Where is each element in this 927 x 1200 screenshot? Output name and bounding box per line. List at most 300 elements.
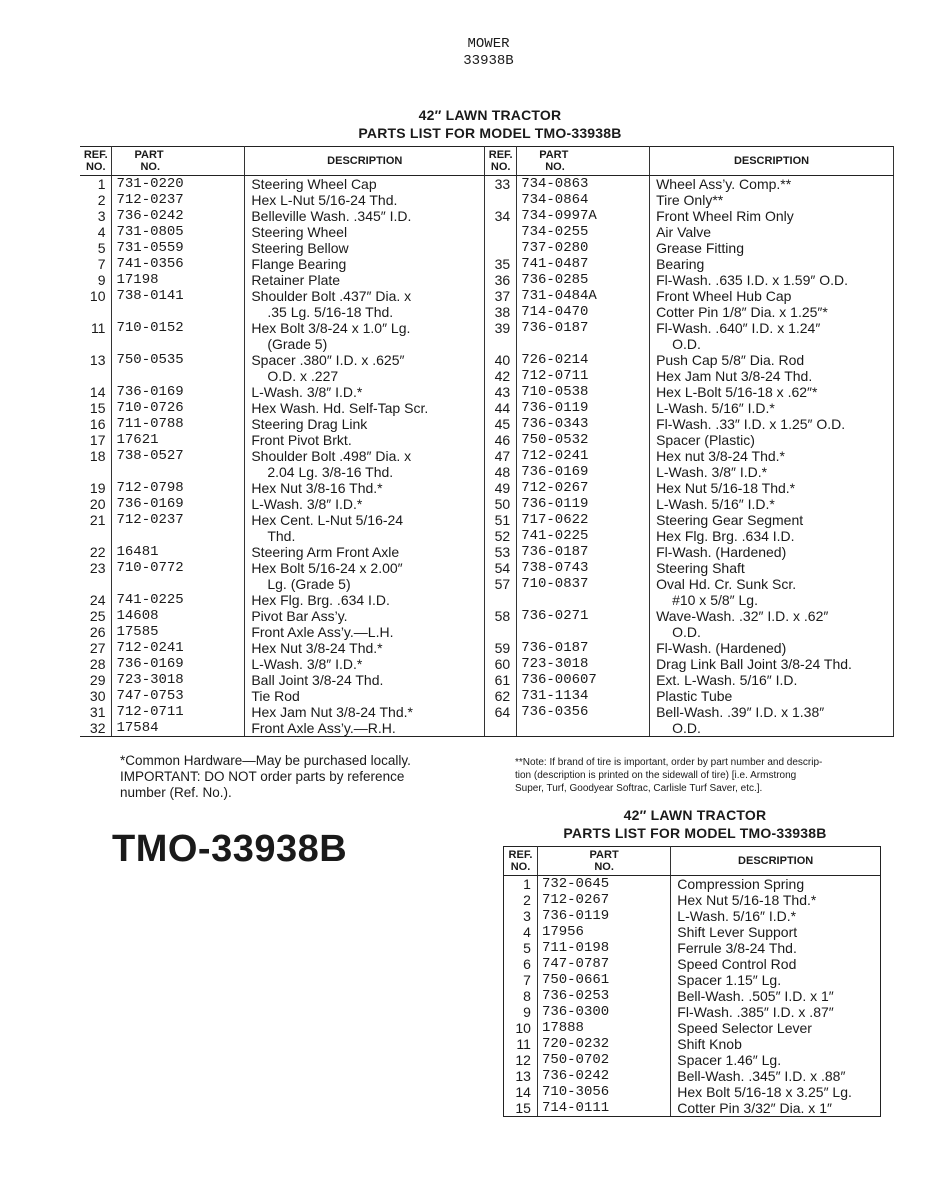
table-row <box>80 272 894 288</box>
ref-cell <box>485 592 517 608</box>
ref-cell: 58 <box>485 608 517 624</box>
ref-cell: 13 <box>80 352 112 368</box>
ref-cell: 8 <box>504 988 538 1004</box>
description-cell: L-Wash. 5/16″ I.D.* <box>650 496 894 512</box>
description-cell: Thd. <box>245 528 485 544</box>
ref-cell: 23 <box>80 560 112 576</box>
part-number-cell: 736-0119 <box>517 400 650 416</box>
description-cell: Front Pivot Brkt. <box>245 432 485 448</box>
part-number-cell: 750-0702 <box>537 1052 670 1068</box>
table-row <box>504 908 881 924</box>
main-title-line-1: 42″ LAWN TRACTOR <box>418 107 562 123</box>
part-number-cell: 738-0527 <box>112 448 245 464</box>
document-header <box>0 36 927 70</box>
description-cell: Drag Link Ball Joint 3/8-24 Thd. <box>650 656 894 672</box>
table-row <box>80 688 894 704</box>
ref-cell: 13 <box>504 1068 538 1084</box>
model-number-heading: TMO-33938B <box>112 828 348 870</box>
description-cell: Steering Wheel Cap <box>245 176 485 193</box>
description-cell: Front Axle Ass’y.—L.H. <box>245 624 485 640</box>
ref-cell: 59 <box>485 640 517 656</box>
ref-cell: 2 <box>504 892 538 908</box>
table-row <box>80 448 894 464</box>
part-number-cell: 16481 <box>112 544 245 560</box>
table-row <box>80 352 894 368</box>
table-row <box>80 192 894 208</box>
table-row <box>504 940 881 956</box>
part-number-cell: 14608 <box>112 608 245 624</box>
description-cell: Hex Bolt 5/16-24 x 2.00″ <box>245 560 485 576</box>
ref-cell: 33 <box>485 176 517 193</box>
description-cell: Grease Fitting <box>650 240 894 256</box>
part-number-cell: 736-0285 <box>517 272 650 288</box>
part-number-cell: 712-0711 <box>112 704 245 720</box>
part-number-cell: 17888 <box>537 1020 670 1036</box>
ref-cell: 1 <box>80 176 112 193</box>
description-cell: Steering Drag Link <box>245 416 485 432</box>
description-cell: Steering Arm Front Axle <box>245 544 485 560</box>
ref-cell: 29 <box>80 672 112 688</box>
description-cell: Compression Spring <box>671 876 881 893</box>
ref-cell: 26 <box>80 624 112 640</box>
description-cell: Lg. (Grade 5) <box>245 576 485 592</box>
table-row <box>504 972 881 988</box>
table-row <box>80 256 894 272</box>
part-number-cell <box>112 368 245 384</box>
description-cell: L-Wash. 3/8″ I.D.* <box>245 656 485 672</box>
table-row <box>80 480 894 496</box>
part-number-cell: 736-0271 <box>517 608 650 624</box>
ref-cell: 10 <box>504 1020 538 1036</box>
ref-cell <box>80 368 112 384</box>
part-number-cell: 738-0743 <box>517 560 650 576</box>
part-number-cell: 712-0237 <box>112 512 245 528</box>
part-number-cell: 736-0169 <box>112 656 245 672</box>
small-table-title <box>500 806 890 842</box>
ref-cell: 49 <box>485 480 517 496</box>
part-number-cell: 723-3018 <box>112 672 245 688</box>
description-cell: Fl-Wash. .385″ I.D. x .87″ <box>671 1004 881 1020</box>
part-number-cell <box>112 304 245 320</box>
table-row <box>80 544 894 560</box>
table-row <box>80 464 894 480</box>
table-row <box>80 416 894 432</box>
ref-cell: 18 <box>80 448 112 464</box>
main-parts-table <box>80 146 894 737</box>
description-cell: Shift Lever Support <box>671 924 881 940</box>
part-number-cell: 750-0532 <box>517 432 650 448</box>
part-number-cell: 712-0711 <box>517 368 650 384</box>
part-number-cell <box>112 464 245 480</box>
table-row <box>504 924 881 940</box>
table-row <box>80 512 894 528</box>
ref-cell: 39 <box>485 320 517 336</box>
small-col-ref-no: REF. NO. <box>504 847 538 876</box>
description-cell: Fl-Wash. (Hardened) <box>650 640 894 656</box>
description-cell: Hex Flg. Brg. .634 I.D. <box>650 528 894 544</box>
ref-cell <box>485 240 517 256</box>
note-left-line-3: number (Ref. No.). <box>120 785 232 800</box>
description-cell: Steering Wheel <box>245 224 485 240</box>
description-cell: Spacer 1.15″ Lg. <box>671 972 881 988</box>
description-cell: Spacer 1.46″ Lg. <box>671 1052 881 1068</box>
table-row <box>80 624 894 640</box>
table-row <box>80 304 894 320</box>
part-number-cell <box>517 624 650 640</box>
description-cell: O.D. <box>650 336 894 352</box>
part-number-cell: 736-0119 <box>537 908 670 924</box>
description-cell: Bearing <box>650 256 894 272</box>
description-cell: Tie Rod <box>245 688 485 704</box>
col-ref-no-right: REF. NO. <box>485 147 517 176</box>
description-cell: Shift Knob <box>671 1036 881 1052</box>
part-number-cell: 714-0111 <box>537 1100 670 1117</box>
ref-cell: 22 <box>80 544 112 560</box>
description-cell: Plastic Tube <box>650 688 894 704</box>
ref-cell: 52 <box>485 528 517 544</box>
table-row <box>80 640 894 656</box>
description-cell: Hex Jam Nut 3/8-24 Thd.* <box>245 704 485 720</box>
description-cell: Shoulder Bolt .498″ Dia. x <box>245 448 485 464</box>
table-row <box>504 988 881 1004</box>
description-cell: Hex Bolt 5/16-18 x 3.25″ Lg. <box>671 1084 881 1100</box>
description-cell: Bell-Wash. .39″ I.D. x 1.38″ <box>650 704 894 720</box>
part-number-cell: 731-0805 <box>112 224 245 240</box>
part-number-cell: 710-3056 <box>537 1084 670 1100</box>
part-number-cell <box>517 720 650 737</box>
ref-cell <box>485 624 517 640</box>
table-row <box>80 496 894 512</box>
note-right-line-3: Super, Turf, Goodyear Softrac, Carlisle Turf Saver, etc.]. <box>515 783 763 794</box>
ref-cell: 11 <box>80 320 112 336</box>
ref-cell: 36 <box>485 272 517 288</box>
part-number-cell: 741-0356 <box>112 256 245 272</box>
ref-cell: 15 <box>504 1100 538 1117</box>
ref-cell: 57 <box>485 576 517 592</box>
table-row <box>80 608 894 624</box>
ref-cell <box>485 192 517 208</box>
col-description-left: DESCRIPTION <box>245 147 485 176</box>
description-cell: Steering Gear Segment <box>650 512 894 528</box>
ref-cell: 53 <box>485 544 517 560</box>
ref-cell: 44 <box>485 400 517 416</box>
part-number-cell: 734-0864 <box>517 192 650 208</box>
description-cell: Hex L-Nut 5/16-24 Thd. <box>245 192 485 208</box>
description-cell: Push Cap 5/8″ Dia. Rod <box>650 352 894 368</box>
ref-cell <box>80 304 112 320</box>
part-number-cell: 732-0645 <box>537 876 670 893</box>
ref-cell: 4 <box>504 924 538 940</box>
table-row <box>80 208 894 224</box>
description-cell: L-Wash. 3/8″ I.D.* <box>650 464 894 480</box>
ref-cell <box>80 528 112 544</box>
description-cell: Steering Bellow <box>245 240 485 256</box>
ref-cell: 64 <box>485 704 517 720</box>
table-row <box>80 400 894 416</box>
description-cell: Steering Shaft <box>650 560 894 576</box>
description-cell: Speed Selector Lever <box>671 1020 881 1036</box>
description-cell: Fl-Wash. .640″ I.D. x 1.24″ <box>650 320 894 336</box>
ref-cell: 3 <box>504 908 538 924</box>
part-number-cell: 723-3018 <box>517 656 650 672</box>
part-number-cell: 750-0661 <box>537 972 670 988</box>
common-hardware-note <box>120 753 480 801</box>
ref-cell: 7 <box>504 972 538 988</box>
ref-cell <box>80 336 112 352</box>
description-cell: #10 x 5/8″ Lg. <box>650 592 894 608</box>
table-row <box>80 176 894 193</box>
description-cell: Hex Wash. Hd. Self-Tap Scr. <box>245 400 485 416</box>
part-number-cell <box>112 336 245 352</box>
table-row <box>80 288 894 304</box>
ref-cell: 6 <box>504 956 538 972</box>
part-number-cell: 17956 <box>537 924 670 940</box>
part-number-cell: 736-0242 <box>112 208 245 224</box>
ref-cell: 54 <box>485 560 517 576</box>
description-cell: Pivot Bar Ass’y. <box>245 608 485 624</box>
ref-cell: 5 <box>504 940 538 956</box>
small-table-header-row <box>504 847 881 876</box>
part-number-cell: 738-0141 <box>112 288 245 304</box>
ref-cell: 25 <box>80 608 112 624</box>
ref-cell: 38 <box>485 304 517 320</box>
description-cell: Hex Flg. Brg. .634 I.D. <box>245 592 485 608</box>
table-row <box>80 240 894 256</box>
ref-cell: 50 <box>485 496 517 512</box>
description-cell: Hex Nut 3/8-24 Thd.* <box>245 640 485 656</box>
header-line-2: 33938B <box>463 53 514 69</box>
ref-cell: 37 <box>485 288 517 304</box>
col-part-no-right: PART NO. <box>517 147 650 176</box>
description-cell: Air Valve <box>650 224 894 240</box>
ref-cell: 27 <box>80 640 112 656</box>
part-number-cell: 736-0187 <box>517 320 650 336</box>
table-row <box>504 1084 881 1100</box>
table-row <box>80 592 894 608</box>
table-row <box>504 956 881 972</box>
description-cell: Speed Control Rod <box>671 956 881 972</box>
part-number-cell: 720-0232 <box>537 1036 670 1052</box>
table-row <box>504 892 881 908</box>
part-number-cell: 710-0772 <box>112 560 245 576</box>
part-number-cell: 736-0169 <box>112 496 245 512</box>
ref-cell: 4 <box>80 224 112 240</box>
table-row <box>80 384 894 400</box>
ref-cell: 42 <box>485 368 517 384</box>
description-cell: Fl-Wash. .635 I.D. x 1.59″ O.D. <box>650 272 894 288</box>
description-cell: Belleville Wash. .345″ I.D. <box>245 208 485 224</box>
part-number-cell: 710-0152 <box>112 320 245 336</box>
table-row <box>504 1036 881 1052</box>
ref-cell: 60 <box>485 656 517 672</box>
part-number-cell: 734-0863 <box>517 176 650 193</box>
part-number-cell <box>517 592 650 608</box>
note-left-line-2: IMPORTANT: DO NOT order parts by reference <box>120 769 405 784</box>
ref-cell <box>80 576 112 592</box>
part-number-cell <box>517 336 650 352</box>
ref-cell <box>485 336 517 352</box>
table-row <box>80 528 894 544</box>
part-number-cell: 747-0753 <box>112 688 245 704</box>
ref-cell: 1 <box>504 876 538 893</box>
ref-cell: 43 <box>485 384 517 400</box>
description-cell: Bell-Wash. .505″ I.D. x 1″ <box>671 988 881 1004</box>
ref-cell: 32 <box>80 720 112 737</box>
part-number-cell: 731-0559 <box>112 240 245 256</box>
description-cell: Bell-Wash. .345″ I.D. x .88″ <box>671 1068 881 1084</box>
note-right-line-1: **Note: If brand of tire is important, order by part number and descrip- <box>515 757 823 768</box>
description-cell: Wave-Wash. .32″ I.D. x .62″ <box>650 608 894 624</box>
description-cell: Hex Nut 3/8-16 Thd.* <box>245 480 485 496</box>
description-cell: Fl-Wash. (Hardened) <box>650 544 894 560</box>
part-number-cell: 712-0798 <box>112 480 245 496</box>
ref-cell: 31 <box>80 704 112 720</box>
shift-parts-table <box>503 846 881 1117</box>
tire-brand-note <box>515 756 885 795</box>
part-number-cell: 736-0169 <box>112 384 245 400</box>
ref-cell <box>485 720 517 737</box>
main-table-header-row <box>80 147 894 176</box>
ref-cell: 62 <box>485 688 517 704</box>
description-cell: Shoulder Bolt .437″ Dia. x <box>245 288 485 304</box>
table-row <box>80 432 894 448</box>
ref-cell: 45 <box>485 416 517 432</box>
part-number-cell: 736-0253 <box>537 988 670 1004</box>
description-cell: O.D. <box>650 720 894 737</box>
small-title-line-2: PARTS LIST FOR MODEL TMO-33938B <box>563 825 827 841</box>
description-cell: L-Wash. 3/8″ I.D.* <box>245 384 485 400</box>
ref-cell <box>485 224 517 240</box>
description-cell: Spacer (Plastic) <box>650 432 894 448</box>
description-cell: Wheel Ass’y. Comp.** <box>650 176 894 193</box>
description-cell: Ball Joint 3/8-24 Thd. <box>245 672 485 688</box>
ref-cell: 40 <box>485 352 517 368</box>
ref-cell: 20 <box>80 496 112 512</box>
ref-cell: 15 <box>80 400 112 416</box>
description-cell: 2.04 Lg. 3/8-16 Thd. <box>245 464 485 480</box>
part-number-cell: 711-0788 <box>112 416 245 432</box>
table-row <box>80 336 894 352</box>
part-number-cell <box>112 576 245 592</box>
part-number-cell: 747-0787 <box>537 956 670 972</box>
ref-cell: 14 <box>80 384 112 400</box>
part-number-cell: 734-0255 <box>517 224 650 240</box>
part-number-cell: 711-0198 <box>537 940 670 956</box>
ref-cell: 14 <box>504 1084 538 1100</box>
ref-cell: 28 <box>80 656 112 672</box>
description-cell: Ext. L-Wash. 5/16″ I.D. <box>650 672 894 688</box>
description-cell: Front Wheel Rim Only <box>650 208 894 224</box>
description-cell: O.D. x .227 <box>245 368 485 384</box>
part-number-cell <box>112 528 245 544</box>
description-cell: Hex Nut 5/16-18 Thd.* <box>650 480 894 496</box>
table-row <box>504 876 881 893</box>
ref-cell: 61 <box>485 672 517 688</box>
part-number-cell: 736-0356 <box>517 704 650 720</box>
part-number-cell: 741-0487 <box>517 256 650 272</box>
part-number-cell: 731-1134 <box>517 688 650 704</box>
main-table-title <box>270 106 710 142</box>
header-line-1: MOWER <box>467 36 510 52</box>
part-number-cell: 17198 <box>112 272 245 288</box>
table-row <box>504 1068 881 1084</box>
description-cell: Flange Bearing <box>245 256 485 272</box>
part-number-cell: 714-0470 <box>517 304 650 320</box>
table-row <box>504 1100 881 1117</box>
description-cell: L-Wash. 5/16″ I.D.* <box>671 908 881 924</box>
part-number-cell: 750-0535 <box>112 352 245 368</box>
table-row <box>80 704 894 720</box>
note-right-line-2: tion (description is printed on the sidewall of tire) [i.e. Armstrong <box>515 770 797 781</box>
ref-cell: 48 <box>485 464 517 480</box>
description-cell: Retainer Plate <box>245 272 485 288</box>
main-title-line-2: PARTS LIST FOR MODEL TMO-33938B <box>358 125 622 141</box>
part-number-cell: 736-0187 <box>517 544 650 560</box>
small-col-description: DESCRIPTION <box>671 847 881 876</box>
description-cell: L-Wash. 3/8″ I.D.* <box>245 496 485 512</box>
part-number-cell: 717-0622 <box>517 512 650 528</box>
description-cell: O.D. <box>650 624 894 640</box>
ref-cell <box>80 464 112 480</box>
part-number-cell: 736-0119 <box>517 496 650 512</box>
col-ref-no-left: REF. NO. <box>80 147 112 176</box>
part-number-cell: 710-0726 <box>112 400 245 416</box>
part-number-cell: 734-0997A <box>517 208 650 224</box>
part-number-cell: 741-0225 <box>517 528 650 544</box>
description-cell: Hex Jam Nut 3/8-24 Thd. <box>650 368 894 384</box>
part-number-cell: 712-0267 <box>537 892 670 908</box>
part-number-cell: 736-0242 <box>537 1068 670 1084</box>
ref-cell: 16 <box>80 416 112 432</box>
table-row <box>504 1020 881 1036</box>
description-cell: Cotter Pin 1/8″ Dia. x 1.25″* <box>650 304 894 320</box>
col-part-no-left: PART NO. <box>112 147 245 176</box>
part-number-cell: 712-0241 <box>112 640 245 656</box>
table-row <box>80 576 894 592</box>
small-col-part-no: PART NO. <box>537 847 670 876</box>
table-row <box>504 1052 881 1068</box>
table-row <box>80 224 894 240</box>
part-number-cell: 17585 <box>112 624 245 640</box>
ref-cell: 30 <box>80 688 112 704</box>
ref-cell: 3 <box>80 208 112 224</box>
part-number-cell: 731-0484A <box>517 288 650 304</box>
part-number-cell: 712-0237 <box>112 192 245 208</box>
description-cell: Hex L-Bolt 5/16-18 x .62″* <box>650 384 894 400</box>
description-cell: L-Wash. 5/16″ I.D.* <box>650 400 894 416</box>
ref-cell: 10 <box>80 288 112 304</box>
part-number-cell: 736-0343 <box>517 416 650 432</box>
ref-cell: 47 <box>485 448 517 464</box>
part-number-cell: 17621 <box>112 432 245 448</box>
part-number-cell: 712-0267 <box>517 480 650 496</box>
ref-cell: 46 <box>485 432 517 448</box>
description-cell: Hex Bolt 3/8-24 x 1.0″ Lg. <box>245 320 485 336</box>
part-number-cell: 737-0280 <box>517 240 650 256</box>
ref-cell: 19 <box>80 480 112 496</box>
col-description-right: DESCRIPTION <box>650 147 894 176</box>
table-row <box>80 720 894 737</box>
ref-cell: 35 <box>485 256 517 272</box>
part-number-cell: 731-0220 <box>112 176 245 193</box>
table-row <box>80 368 894 384</box>
description-cell: Tire Only** <box>650 192 894 208</box>
description-cell: Hex Nut 5/16-18 Thd.* <box>671 892 881 908</box>
description-cell: Fl-Wash. .33″ I.D. x 1.25″ O.D. <box>650 416 894 432</box>
part-number-cell: 712-0241 <box>517 448 650 464</box>
description-cell: Cotter Pin 3/32″ Dia. x 1″ <box>671 1100 881 1117</box>
description-cell: Hex nut 3/8-24 Thd.* <box>650 448 894 464</box>
